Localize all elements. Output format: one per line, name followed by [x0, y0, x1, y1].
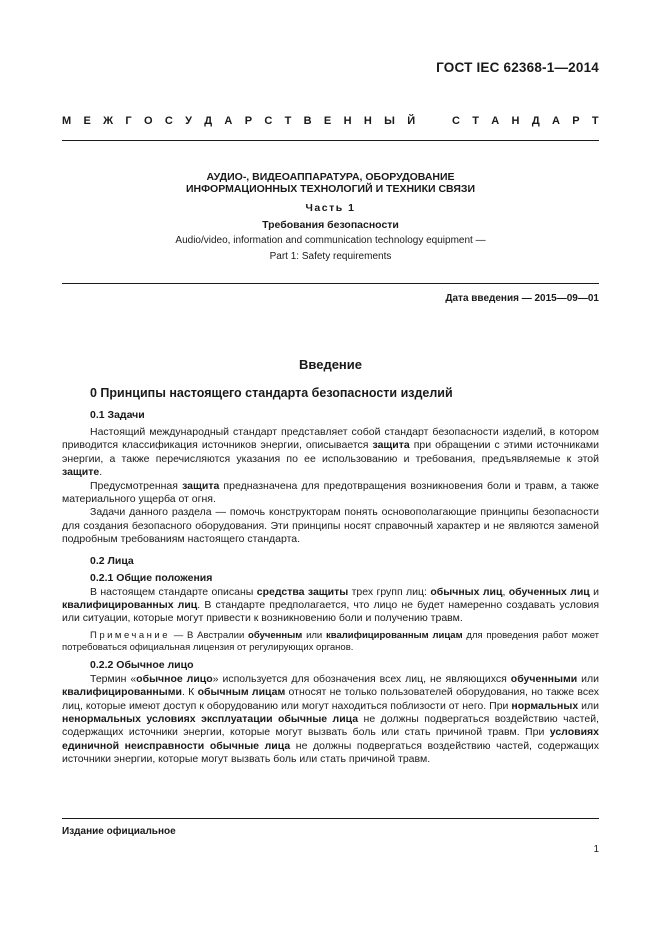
section-0-2-1-heading: 0.2.1 Общие положения: [90, 571, 213, 584]
term: квалифицированными: [62, 686, 182, 699]
term: ненормальных условиях эксплуатации обычные лица: [62, 712, 359, 725]
page-number: 1: [593, 844, 599, 855]
interstate-letter: М: [62, 115, 72, 127]
term: обычных лиц: [430, 585, 503, 598]
term: защите: [62, 466, 100, 479]
paragraph: [62, 426, 599, 480]
interstate-letter: Г: [125, 115, 132, 127]
text-run: В настоящем стандарте описаны: [90, 585, 257, 598]
section-0-1-heading: 0.1 Задачи: [90, 409, 145, 421]
term: условиях единичной неисправности обычные лица: [62, 726, 599, 752]
edition-label: Издание официальное: [62, 826, 176, 837]
interstate-letter: С: [264, 115, 273, 127]
text-run: или: [577, 672, 599, 685]
standard-type-heading: [62, 115, 599, 127]
text-run: предназначена для предотвращения возникновения боли и травм, а также материального ущерба от огня.: [62, 479, 599, 506]
interstate-letter: О: [143, 115, 153, 127]
interstate-letter: А: [224, 115, 233, 127]
interstate-letter: У: [185, 115, 192, 127]
term: защита: [182, 479, 220, 492]
standard-number: ГОСТ IEC 62368-1—2014: [436, 60, 599, 75]
paragraph: [62, 586, 599, 626]
interstate-letter: Ы: [384, 115, 395, 127]
text-run: Настоящий международный стандарт представляет собой стандарт безопасности изделий, в котором приводится классификация источников энергии, описывается: [62, 426, 599, 452]
note: [62, 630, 599, 655]
term: средства защиты: [256, 585, 349, 598]
section-0-2-heading: 0.2 Лица: [90, 554, 134, 567]
term: обученных лиц: [508, 585, 590, 598]
term: обученным: [248, 629, 303, 641]
interstate-letter: Н: [343, 115, 352, 127]
header-divider: [62, 140, 599, 141]
term: квалифицированным лицам: [326, 629, 463, 641]
text-run: ,: [502, 585, 509, 598]
title-divider: [62, 283, 599, 284]
text-run: не должны подвергаться воздействию частей, содержащих источники энергии, которые могут вызвать боль или стать причиной травм. При: [62, 712, 599, 739]
interstate-letter: Й: [407, 115, 416, 127]
interstate-letter: Ж: [103, 115, 114, 127]
section-0-heading: 0 Принципы настоящего стандарта безопасности изделий: [90, 386, 453, 400]
text-run: .: [99, 466, 103, 479]
interstate-letter: С: [164, 115, 173, 127]
title-en-line1: Audio/video, information and communication technology equipment —: [175, 235, 486, 246]
note-label: Примечание: [90, 629, 170, 641]
standard-letter: С: [451, 115, 460, 127]
text-run: трех групп лиц:: [348, 585, 431, 598]
paragraph: Задачи данного раздела — помочь конструкторам понять основополагающие принципы безопасности для создания безопасного оборудования. Эти принципы носят справочный характер и не являются заменой подробным требованиям настоящего стандарта.: [62, 506, 599, 546]
standard-letter: А: [491, 115, 500, 127]
interstate-letter: В: [303, 115, 312, 127]
term: квалифицированных лиц: [62, 599, 198, 612]
text-run: при обращении с этими источниками энергии, а также перечисляются указания по ее использованию и требования, предъявляемые к этой: [62, 439, 599, 465]
text-run: не должны подвергаться воздействию частей, содержащих источники энергии, которые могут вызвать боль или стать причиной травм.: [62, 739, 599, 766]
text-run: или: [578, 699, 600, 712]
text-run: и: [589, 585, 599, 598]
interstate-letter: Е: [83, 115, 91, 127]
text-run: Термин «: [90, 672, 137, 685]
subtitle-ru: Требования безопасности: [262, 219, 399, 231]
term: обычное лицо: [136, 672, 213, 685]
term: нормальных: [511, 699, 579, 712]
standard-letter: Р: [572, 115, 580, 127]
paragraph: [62, 480, 599, 507]
section-0-2-2-heading: 0.2.2 Обычное лицо: [90, 658, 194, 671]
text-run: . В стандарте предполагается, что лицо не будет намеренно создавать условия или ситуации, которые могут привести к возникновению боли и получению травм.: [62, 599, 600, 625]
interstate-letter: Т: [284, 115, 292, 127]
title-en-line2: Part 1: Safety requirements: [269, 251, 392, 262]
text-run: или: [302, 629, 327, 641]
standard-letter: Т: [472, 115, 479, 127]
text-run: » используется для обозначения всех лиц, не являющихся: [212, 672, 511, 685]
paragraph: [62, 673, 599, 767]
text-run: относят не только пользователей оборудования, но также всех лиц, которые имеют доступ к оборудованию или могут находиться поблизости от него. При: [62, 686, 600, 712]
term: обычным лицам: [197, 686, 286, 699]
standard-letter: Н: [511, 115, 520, 127]
interstate-letter: Н: [363, 115, 372, 127]
document-body: [62, 357, 599, 767]
text-run: для проведения работ может потребоваться официальная лицензия от регулирующих органов.: [62, 629, 600, 654]
footer-divider: [62, 818, 599, 819]
introduction-date: Дата введения — 2015—09—01: [445, 293, 599, 304]
spacer: [62, 547, 599, 555]
word-gap: [427, 115, 439, 127]
title-ru-line2: ИНФОРМАЦИОННЫХ ТЕХНОЛОГИЙ И ТЕХНИКИ СВЯЗИ: [185, 183, 476, 195]
standard-letter: Д: [531, 115, 540, 127]
text-run: . К: [181, 686, 198, 699]
interstate-letter: Е: [323, 115, 332, 127]
title-ru-line1: АУДИО-, ВИДЕОАППАРАТУРА, ОБОРУДОВАНИЕ: [206, 171, 455, 183]
interstate-letter: Д: [204, 115, 213, 127]
standard-letter: А: [551, 115, 560, 127]
text-run: — В Австралии: [170, 629, 249, 641]
term: обученными: [510, 672, 578, 685]
interstate-letter: Р: [244, 115, 253, 127]
title-block: [62, 171, 599, 263]
intro-heading: Введение: [299, 357, 362, 372]
term: защита: [372, 439, 410, 452]
text-run: Предусмотренная: [90, 479, 183, 492]
part-label: Часть 1: [305, 202, 356, 214]
standard-letter: Т: [591, 115, 599, 127]
